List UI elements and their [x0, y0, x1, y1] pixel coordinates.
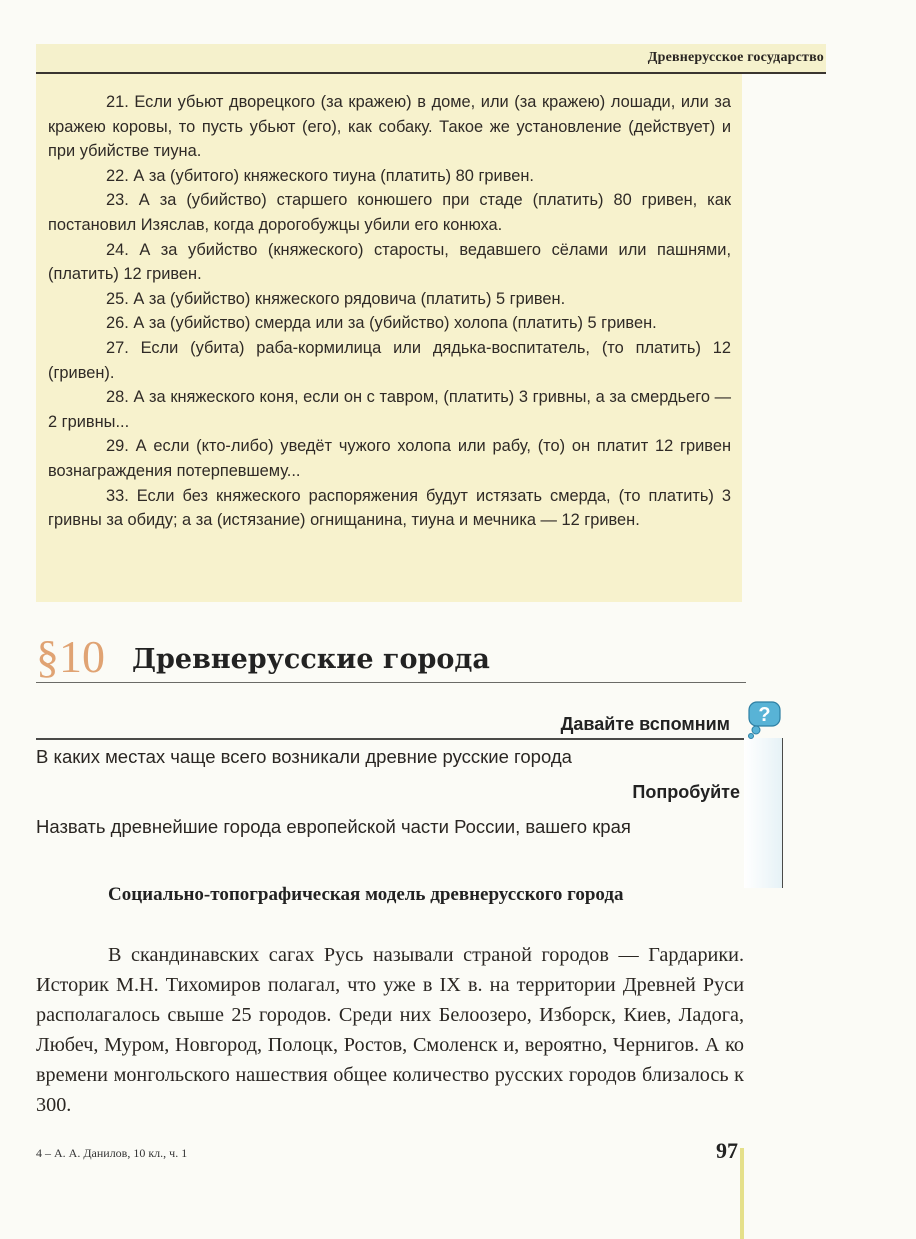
body-text — [36, 940, 744, 1120]
body-paragraph: В скандинавских сагах Русь называли страной городов — Гардарики. Историк М.Н. Тихомиров полагал, что уже в IX в. на территории Древней Руси располагалось свыше 25 городов. Среди них Белоозеро, Изборск, Киев, Ладога, Любеч, Муром, Новгород, Полоцк, Ростов, Смоленск и, вероятно, Чернигов. А ко времени монгольского нашествия общее количество русских городов близалось к 300. — [36, 944, 744, 1116]
question-bubble-icon — [746, 700, 782, 740]
article-33: 33. Если без княжеского распоряжения будут истязать смерда, (то платить) 3 гривны за обиду; а за (истязание) огнищанина, тиуна и мечника — 12 гривен. — [48, 486, 731, 530]
article-27: 27. Если (убита) раба-кормилица или дядька-воспитатель, (то платить) 12 (гривен). — [48, 338, 731, 382]
subsection-title: Социально-топографическая модель древнерусского города — [108, 884, 624, 905]
section-heading: Древнерусские города — [132, 644, 490, 675]
article-24: 24. А за убийство (княжеского) старосты, ведавшего сёлами или пашнями, (платить) 12 гривен. — [48, 240, 731, 284]
article-25: 25. А за (убийство) княжеского рядовича (платить) 5 гривен. — [106, 289, 566, 308]
page-number: 97 — [716, 1138, 738, 1163]
article-22: 22. А за (убитого) княжеского тиуна (платить) 80 гривен. — [106, 166, 534, 185]
recall-heading: Давайте вспомним — [560, 714, 730, 734]
article-23: 23. А за (убийство) старшего конюшего при стаде (платить) 80 гривен, как постановил Изяслав, когда дорогобужцы убили его конюха. — [48, 191, 731, 234]
section-number: §10 — [36, 631, 105, 682]
section-title — [36, 632, 746, 683]
recall-side-panel — [744, 738, 783, 888]
recall-block — [36, 700, 786, 876]
running-head: Древнерусское государство — [647, 50, 824, 65]
article-29: 29. А если (кто-либо) уведёт чужого холопа или рабу, (то) он платит 12 гривен вознаграждения потерпевшему... — [48, 437, 731, 480]
margin-bar — [740, 1148, 744, 1239]
try-heading: Попробуйте — [632, 782, 740, 802]
article-28: 28. А за княжеского коня, если он с тавром, (платить) 3 гривны, а за смердьего — 2 гривны... — [48, 388, 731, 431]
article-21: 21. Если убьют дворецкого (за кражею) в доме, или (за кражею) лошади, или за кражею коровы, то пусть убьют (его), как собаку. Такое же установление (действует) и при убийстве тиуна. — [48, 93, 731, 161]
article-26: 26. А за (убийство) смерда или за (убийство) холопа (платить) 5 гривен. — [106, 314, 657, 333]
question-glyph: ? — [758, 704, 771, 726]
try-text: Назвать древнейшие города европейской части России, вашего края — [36, 816, 631, 837]
footer-note: 4 – А. А. Данилов, 10 кл., ч. 1 — [36, 1146, 188, 1160]
recall-rule — [36, 738, 744, 740]
source-document-text — [48, 90, 731, 533]
recall-question: В каких местах чаще всего возникали древние русские города — [36, 746, 572, 767]
